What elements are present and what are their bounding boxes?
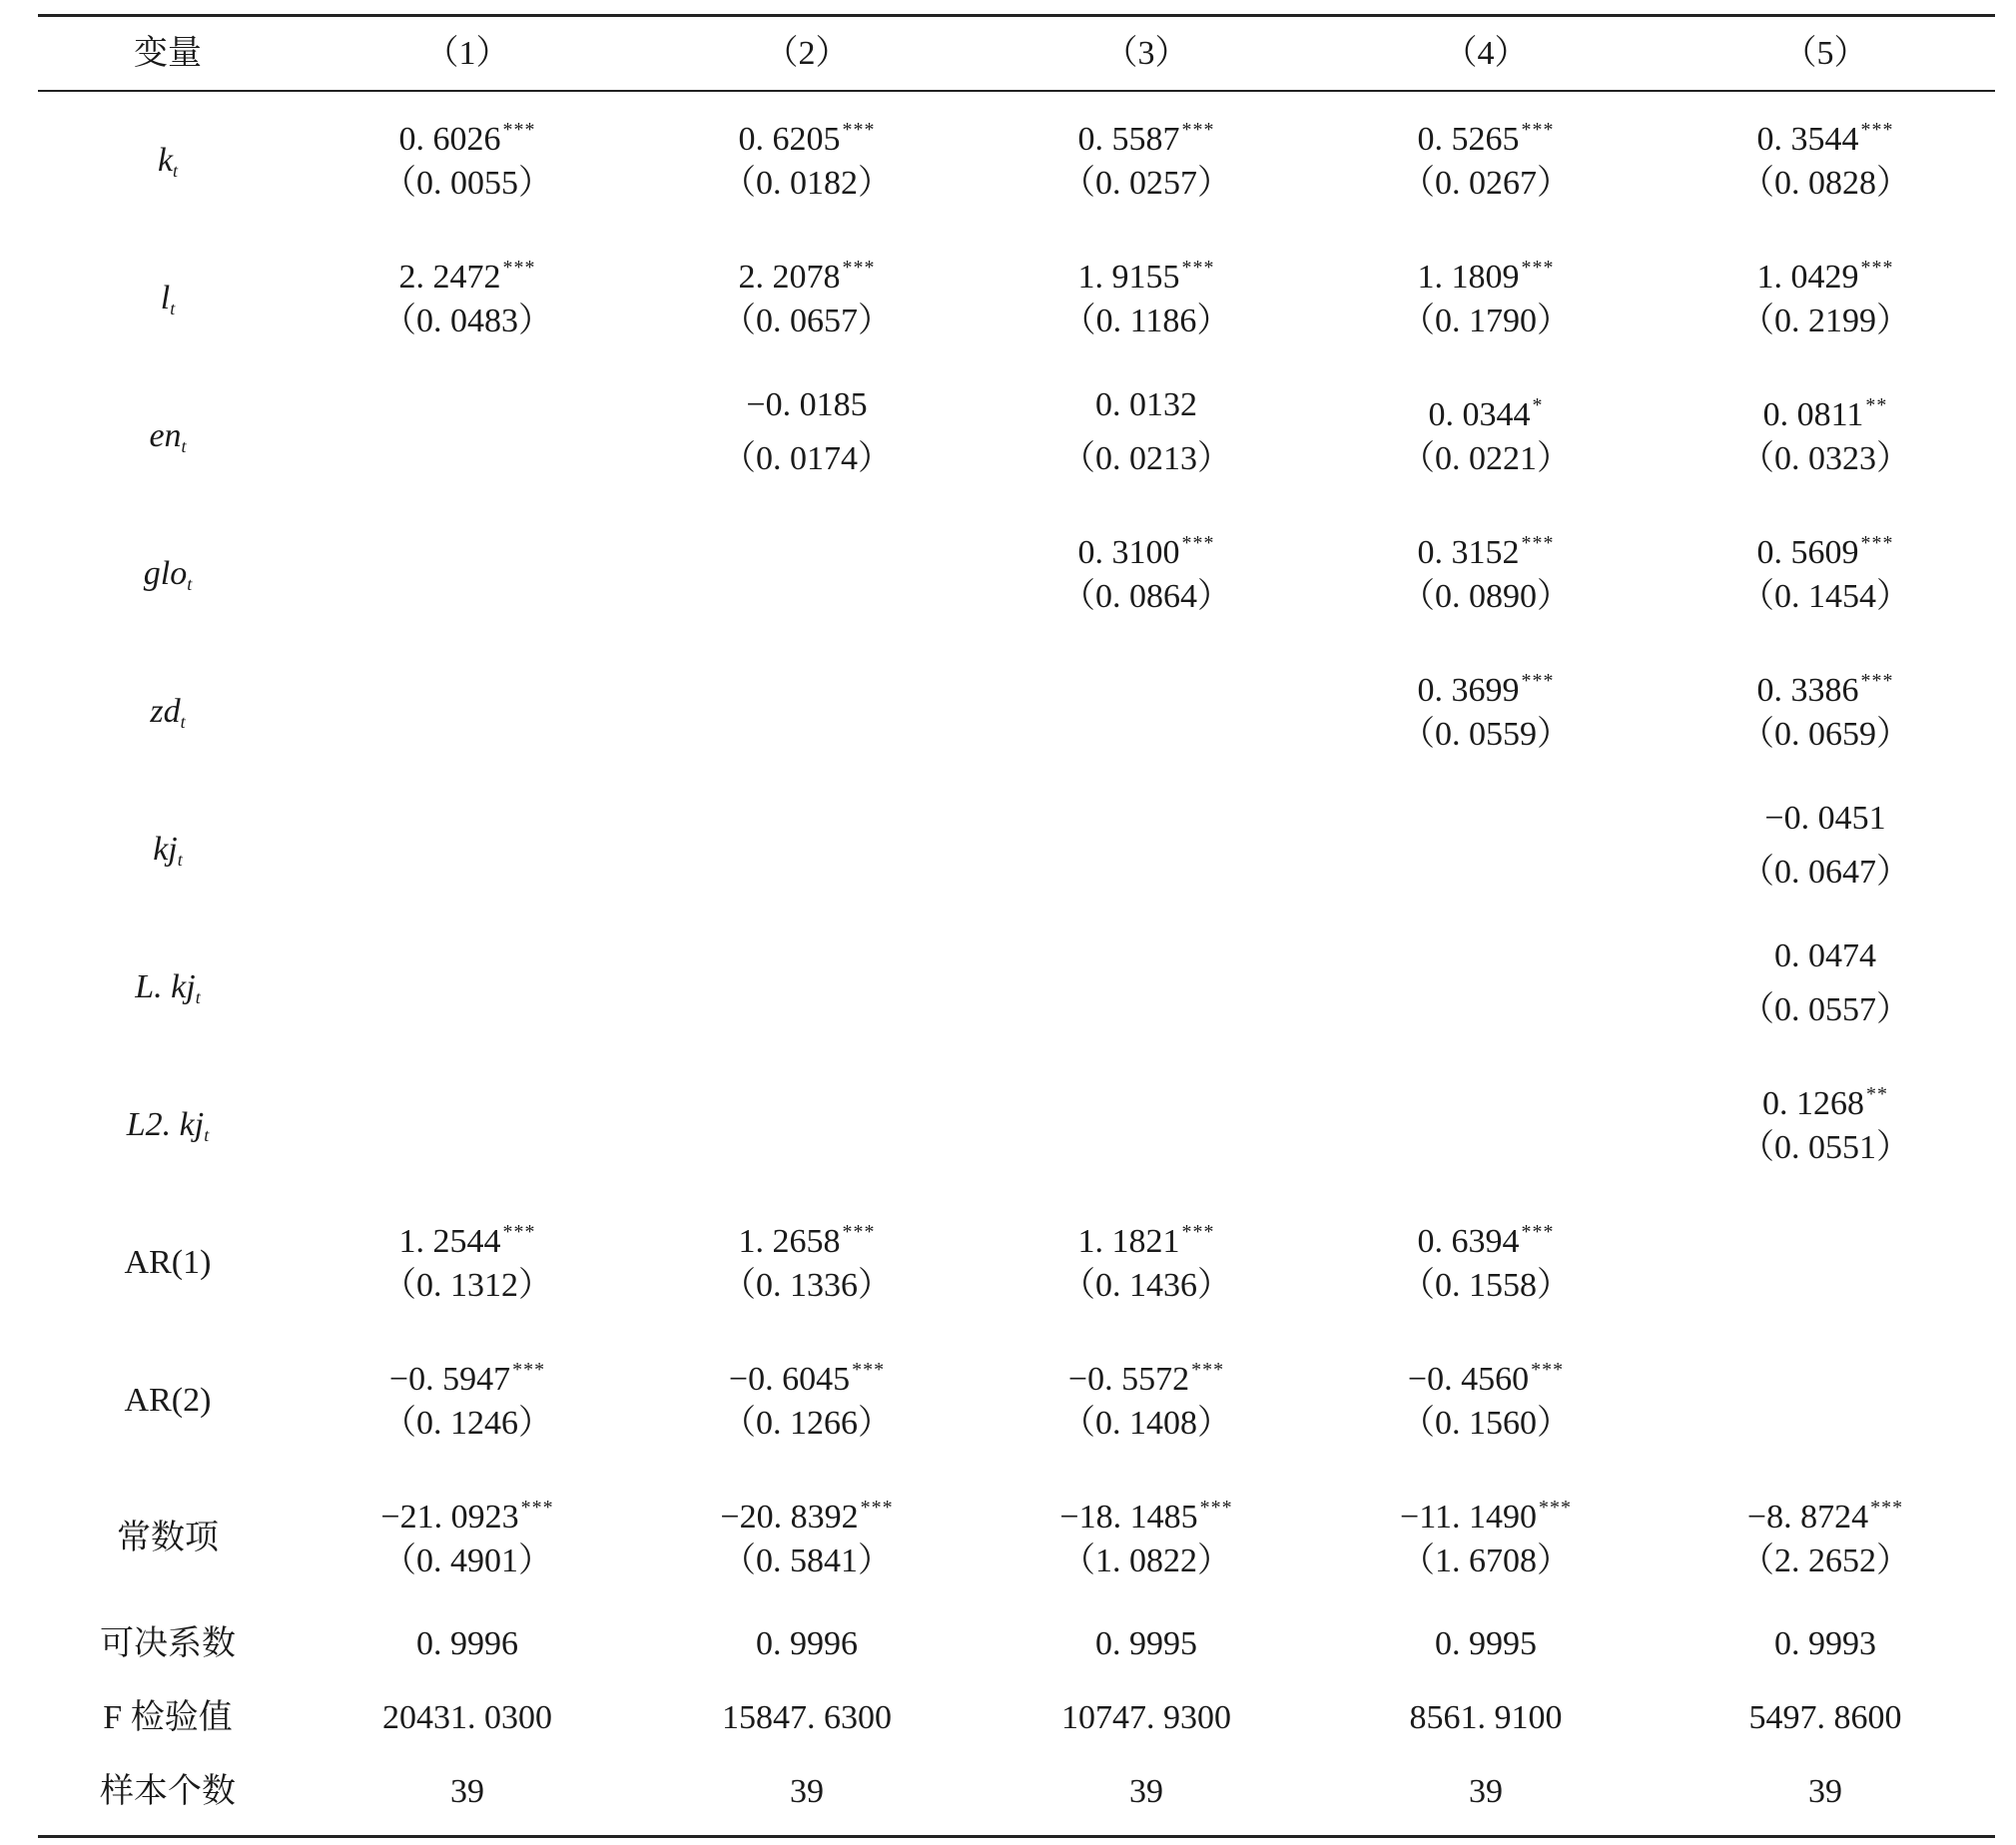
significance-stars: *** [1199, 1497, 1233, 1519]
stat-label: F 检验值 [103, 1699, 233, 1736]
significance-stars: *** [1191, 1359, 1225, 1381]
significance-stars: *** [1521, 257, 1555, 279]
standard-error: （0. 0551） [1740, 1129, 1910, 1166]
significance-stars: *** [860, 1497, 894, 1519]
coefficient-value: −20. 8392 [720, 1499, 859, 1536]
significance-stars: *** [502, 257, 536, 279]
variable-label [38, 961, 298, 1013]
coefficient-value: −18. 1485 [1059, 1499, 1198, 1536]
coefficient-value: 1. 0429 [1756, 259, 1859, 296]
header-col-4: （4） [1443, 35, 1529, 72]
coefficient [1656, 1484, 1995, 1536]
coefficient-value: 0. 6394 [1417, 1223, 1520, 1260]
standard-error: （0. 0864） [1061, 578, 1231, 615]
coefficient-value: 0. 0811 [1762, 396, 1864, 433]
significance-stars: *** [1521, 1221, 1555, 1243]
variable-subscript: t [187, 574, 193, 594]
coefficient [977, 1484, 1316, 1536]
table-row [38, 1332, 1995, 1470]
significance-stars: *** [1860, 257, 1894, 279]
coefficient [1656, 381, 1995, 433]
variable-name: l [160, 280, 171, 316]
standard-error: （0. 0257） [1061, 165, 1231, 202]
significance-stars: * [1532, 394, 1544, 416]
coefficient-value: 1. 2544 [398, 1223, 501, 1260]
standard-error: （0. 1436） [1061, 1267, 1231, 1304]
coefficient-value: 2. 2078 [738, 259, 841, 296]
coefficient [1316, 1208, 1656, 1260]
variable-name: 常数项 [117, 1520, 219, 1556]
significance-stars: *** [1860, 532, 1894, 554]
significance-stars: *** [842, 257, 876, 279]
coefficient-value: 1. 1821 [1077, 1223, 1180, 1260]
table-row [38, 643, 1995, 781]
variable-subscript: t [177, 850, 183, 870]
coefficient [637, 106, 977, 158]
coefficient [977, 106, 1316, 158]
standard-error: （0. 0221） [1401, 440, 1571, 477]
standard-error: （0. 2199） [1740, 303, 1910, 339]
coefficient-value: −0. 0451 [1764, 800, 1886, 837]
standard-error: （0. 0557） [1740, 991, 1910, 1028]
variable-name: kj [153, 831, 178, 868]
table-row [38, 367, 1995, 505]
coefficient [637, 244, 977, 296]
coefficient [977, 519, 1316, 571]
header-row [38, 17, 1995, 90]
coefficient [1316, 244, 1656, 296]
coefficient-value: −0. 0185 [746, 386, 868, 423]
significance-stars: *** [1531, 1359, 1565, 1381]
variable-subscript: t [173, 161, 179, 181]
coefficient-value: 0. 0132 [1095, 386, 1197, 423]
variable-subscript: t [204, 1125, 210, 1145]
variable-label [38, 824, 298, 876]
variable-label [38, 1375, 298, 1427]
coefficient [1656, 795, 1995, 843]
variable-name: zd [150, 693, 181, 730]
header-col-5: （5） [1782, 35, 1868, 72]
significance-stars: *** [502, 1221, 536, 1243]
stat-value: 0. 9996 [756, 1625, 858, 1662]
variable-subscript: t [181, 436, 187, 456]
coefficient-value: 0. 3152 [1417, 534, 1520, 571]
stat-value: 39 [1469, 1773, 1503, 1810]
coefficient [1656, 519, 1995, 571]
coefficient-value: 0. 3100 [1077, 534, 1180, 571]
stat-row [38, 1607, 1995, 1681]
variable-label [38, 548, 298, 600]
significance-stars: *** [512, 1359, 546, 1381]
coefficient-value: 1. 2658 [738, 1223, 841, 1260]
significance-stars: *** [1870, 1497, 1904, 1519]
significance-stars: *** [842, 1221, 876, 1243]
stat-value: 0. 9995 [1435, 1625, 1537, 1662]
standard-error: （0. 0657） [722, 303, 892, 339]
coefficient [637, 1208, 977, 1260]
stat-row [38, 1681, 1995, 1755]
stat-value: 0. 9993 [1774, 1625, 1876, 1662]
coefficient [1316, 519, 1656, 571]
variable-subscript: t [180, 712, 186, 732]
standard-error: （2. 2652） [1740, 1542, 1910, 1579]
standard-error: （0. 1558） [1401, 1267, 1571, 1304]
coefficient [1316, 381, 1656, 433]
table-row [38, 1056, 1995, 1194]
coefficient-value: −0. 5572 [1067, 1361, 1190, 1398]
coefficient [1316, 1484, 1656, 1536]
coefficient [977, 381, 1316, 429]
standard-error: （0. 1246） [382, 1405, 552, 1442]
standard-error: （0. 1312） [382, 1267, 552, 1304]
stat-value: 15847. 6300 [722, 1699, 892, 1736]
stat-value: 8561. 9100 [1409, 1699, 1563, 1736]
significance-stars: ** [1866, 1083, 1888, 1105]
significance-stars: *** [1181, 532, 1215, 554]
coefficient-value: −0. 4560 [1407, 1361, 1530, 1398]
header-variable: 变量 [134, 35, 202, 72]
coefficient [1656, 932, 1995, 980]
significance-stars: *** [1181, 257, 1215, 279]
coefficient-value: 0. 3386 [1756, 672, 1859, 709]
coefficient-value: 0. 3544 [1756, 121, 1859, 158]
standard-error: （0. 0483） [382, 303, 552, 339]
coefficient-value: 0. 6026 [398, 121, 501, 158]
coefficient [637, 381, 977, 429]
significance-stars: *** [1181, 1221, 1215, 1243]
coefficient-value: 0. 5587 [1077, 121, 1180, 158]
coefficient-value: 0. 5265 [1417, 121, 1520, 158]
standard-error: （0. 1186） [1061, 303, 1231, 339]
table-row [38, 92, 1995, 230]
significance-stars: *** [1181, 119, 1215, 141]
table-row [38, 505, 1995, 643]
stat-label: 可决系数 [100, 1625, 236, 1662]
standard-error: （1. 6708） [1401, 1542, 1571, 1579]
coefficient [298, 1346, 637, 1398]
standard-error: （0. 0647） [1740, 854, 1910, 891]
coefficient-value: 0. 1268 [1762, 1085, 1864, 1122]
table-row [38, 919, 1995, 1056]
coefficient-value: 0. 6205 [738, 121, 841, 158]
stat-value: 5497. 8600 [1748, 1699, 1902, 1736]
coefficient [977, 1346, 1316, 1398]
coefficient [1656, 657, 1995, 709]
table-row [38, 230, 1995, 367]
table-row [38, 1194, 1995, 1332]
significance-stars: *** [520, 1497, 554, 1519]
significance-stars: *** [1521, 670, 1555, 692]
stat-row [38, 1755, 1995, 1829]
variable-name: k [157, 142, 174, 179]
standard-error: （0. 0323） [1740, 440, 1910, 477]
standard-error: （0. 0174） [722, 440, 892, 477]
variable-name: AR(1) [124, 1244, 212, 1281]
significance-stars: *** [842, 119, 876, 141]
stat-value: 20431. 0300 [382, 1699, 552, 1736]
coefficient [637, 1484, 977, 1536]
variable-label [38, 1099, 298, 1151]
significance-stars: ** [1865, 394, 1888, 416]
stat-value: 39 [790, 1773, 824, 1810]
standard-error: （0. 5841） [722, 1542, 892, 1579]
significance-stars: *** [1860, 119, 1894, 141]
standard-error: （0. 4901） [382, 1542, 552, 1579]
significance-stars: *** [1860, 670, 1894, 692]
coefficient [637, 1346, 977, 1398]
variable-label [38, 1513, 298, 1564]
coefficient [298, 1484, 637, 1536]
coefficient-value: 0. 5609 [1756, 534, 1859, 571]
standard-error: （0. 0182） [722, 165, 892, 202]
coefficient [977, 1208, 1316, 1260]
variable-name: glo [143, 555, 188, 592]
standard-error: （0. 0559） [1401, 716, 1571, 753]
coefficient-value: 1. 1809 [1417, 259, 1520, 296]
standard-error: （0. 0659） [1740, 716, 1910, 753]
bottom-rule [38, 1835, 1995, 1838]
variable-label [38, 410, 298, 462]
variable-name: en [149, 417, 182, 454]
variable-name: L2. kj [126, 1106, 205, 1143]
variable-subscript: t [170, 299, 176, 318]
coefficient-value: −21. 0923 [380, 1499, 519, 1536]
variable-name: L. kj [135, 968, 196, 1005]
coefficient [1316, 1346, 1656, 1398]
stat-value: 10747. 9300 [1061, 1699, 1231, 1736]
coefficient [1316, 106, 1656, 158]
coefficient-value: 0. 0474 [1774, 937, 1876, 974]
coefficient [298, 106, 637, 158]
coefficient-value: −0. 5947 [388, 1361, 511, 1398]
variable-label [38, 273, 298, 324]
standard-error: （0. 0213） [1061, 440, 1231, 477]
standard-error: （0. 1336） [722, 1267, 892, 1304]
coefficient-value: 1. 9155 [1077, 259, 1180, 296]
variable-label [38, 686, 298, 738]
variable-label [38, 135, 298, 187]
stat-value: 0. 9996 [416, 1625, 518, 1662]
header-col-2: （2） [764, 35, 850, 72]
table-row [38, 1470, 1995, 1607]
coefficient [298, 1208, 637, 1260]
stat-value: 39 [1129, 1773, 1163, 1810]
coefficient-value: 2. 2472 [398, 259, 501, 296]
standard-error: （1. 0822） [1061, 1542, 1231, 1579]
coefficient-value: −11. 1490 [1400, 1499, 1537, 1536]
significance-stars: *** [1521, 119, 1555, 141]
standard-error: （0. 0267） [1401, 165, 1571, 202]
standard-error: （0. 1454） [1740, 578, 1910, 615]
coefficient [1656, 106, 1995, 158]
coefficient [1656, 1070, 1995, 1122]
coefficient [1656, 244, 1995, 296]
significance-stars: *** [852, 1359, 886, 1381]
significance-stars: *** [502, 119, 536, 141]
coefficient-value: 0. 0344 [1428, 396, 1531, 433]
variable-label [38, 1237, 298, 1289]
standard-error: （0. 0890） [1401, 578, 1571, 615]
header-col-1: （1） [424, 35, 510, 72]
stat-label: 样本个数 [100, 1773, 236, 1810]
standard-error: （0. 1790） [1401, 303, 1571, 339]
stat-value: 0. 9995 [1095, 1625, 1197, 1662]
variable-subscript: t [195, 987, 201, 1007]
stat-value: 39 [450, 1773, 484, 1810]
coefficient [298, 244, 637, 296]
table-row [38, 781, 1995, 919]
variable-name: AR(2) [124, 1382, 212, 1419]
coefficient-value: −8. 8724 [1746, 1499, 1869, 1536]
coefficient-value: −0. 6045 [728, 1361, 851, 1398]
stat-value: 39 [1808, 1773, 1842, 1810]
standard-error: （0. 0828） [1740, 165, 1910, 202]
coefficient [1316, 657, 1656, 709]
coefficient-value: 0. 3699 [1417, 672, 1520, 709]
header-col-3: （3） [1103, 35, 1189, 72]
significance-stars: *** [1521, 532, 1555, 554]
significance-stars: *** [1538, 1497, 1572, 1519]
standard-error: （0. 1408） [1061, 1405, 1231, 1442]
coefficient [977, 244, 1316, 296]
standard-error: （0. 1560） [1401, 1405, 1571, 1442]
standard-error: （0. 1266） [722, 1405, 892, 1442]
standard-error: （0. 0055） [382, 165, 552, 202]
